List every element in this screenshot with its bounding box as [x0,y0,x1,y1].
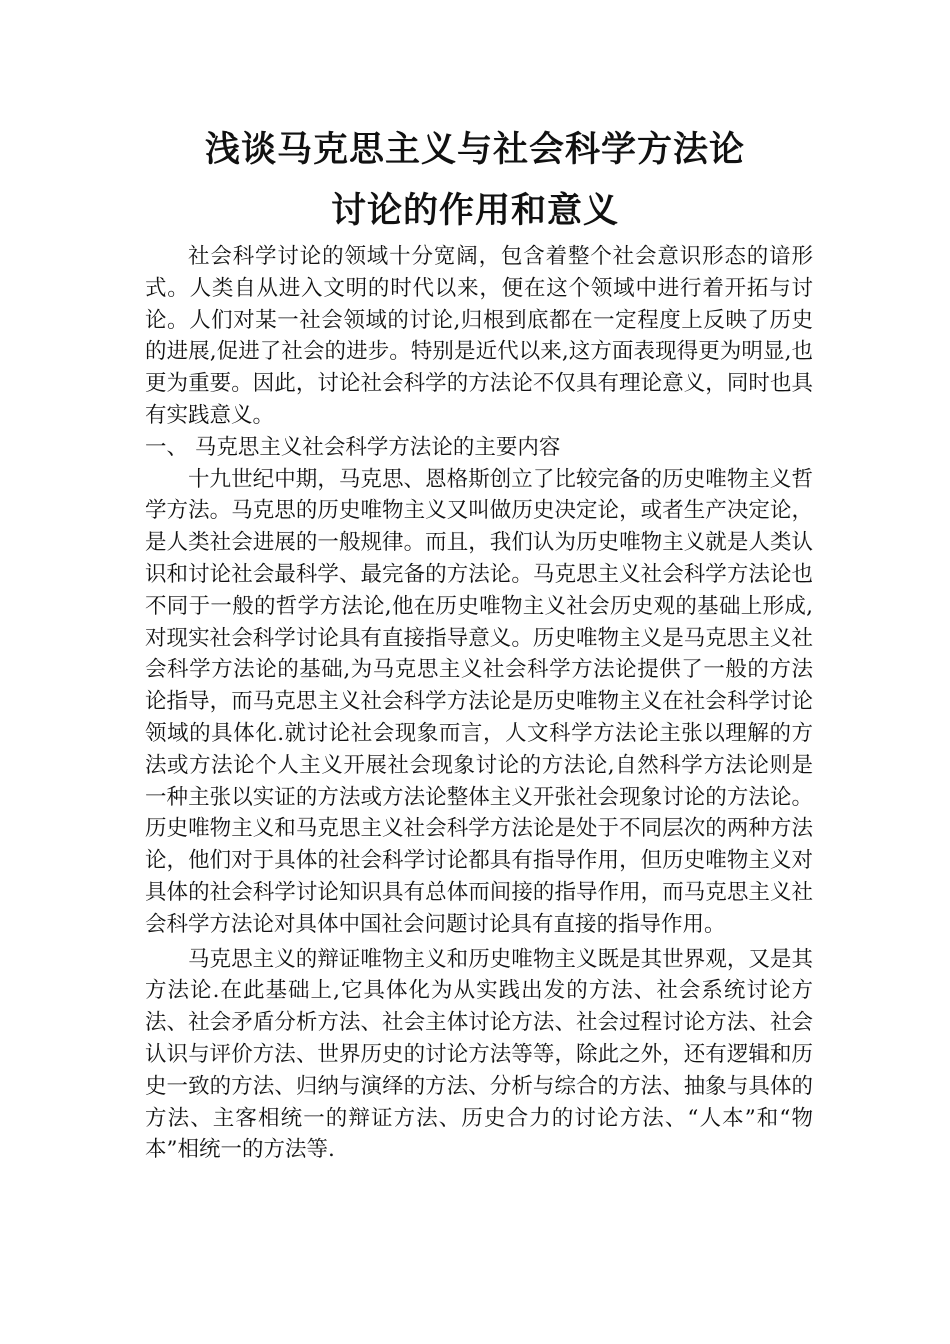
paragraph-historical-materialism: 十九世纪中期，马克思、恩格斯创立了比较完备的历史唯物主义哲学方法。马克思的历史唯物主义又叫做历史决定论，或者生产决定论，是人类社会进展的一般规律。而且，我们认为历史唯物主义就是人类认识和讨论社会最科学、最完备的方法论。马克思主义社会科学方法论也不同于一般的哲学方法论,他在历史唯物主义社会历史观的基础上形成,对现实社会科学讨论具有直接指导意义。历史唯物主义是马克思主义社会科学方法论的基础,为马克思主义社会科学方法论提供了一般的方法论指导，而马克思主义社会科学方法论是历史唯物主义在社会科学讨论领域的具体化.就讨论社会现象而言，人文科学方法论主张以理解的方法或方法论个人主义开展社会现象讨论的方法论,自然科学方法论则是一种主张以实证的方法或方法论整体主义开张社会现象讨论的方法论。历史唯物主义和马克思主义社会科学方法论是处于不同层次的两种方法论，他们对于具体的社会科学讨论都具有指导作用，但历史唯物主义对具体的社会科学讨论知识具有总体而间接的指导作用，而马克思主义社会科学方法论对具体中国社会问题讨论具有直接的指导作用。 [145,466,813,937]
section-heading: 一、 马克思主义社会科学方法论的主要内容 [145,434,561,460]
document-body [145,241,813,1166]
document-title-line-2: 讨论的作用和意义 [330,191,619,231]
paragraph-intro: 社会科学讨论的领域十分宽阔，包含着整个社会意识形态的谙形式。人类自从进入文明的时代以来，便在这个领域中进行着开拓与讨论。人们对某一社会领域的讨论,归根到底都在一定程度上反映了历史的进展,促进了社会的进步。特别是近代以来,这方面表现得更为明显,也更为重要。因此，讨论社会科学的方法论不仅具有理论意义，同时也具有实践意义。 [145,244,813,428]
paragraph-dialectical-methods: 马克思主义的辩证唯物主义和历史唯物主义既是其世界观，又是其方法论.在此基础上,它具体化为从实践出发的方法、社会系统讨论方法、社会矛盾分析方法、社会主体讨论方法、社会过程讨论方法、社会认识与评价方法、世界历史的讨论方法等等，除此之外，还有逻辑和历史一致的方法、归纳与演绎的方法、分析与综合的方法、抽象与具体的方法、主客相统一的辩证方法、历史合力的讨论方法、“人本”和“物本”相统一的方法等. [145,946,813,1163]
document-title-line-1: 浅谈马克思主义与社会科学方法论 [204,130,745,170]
